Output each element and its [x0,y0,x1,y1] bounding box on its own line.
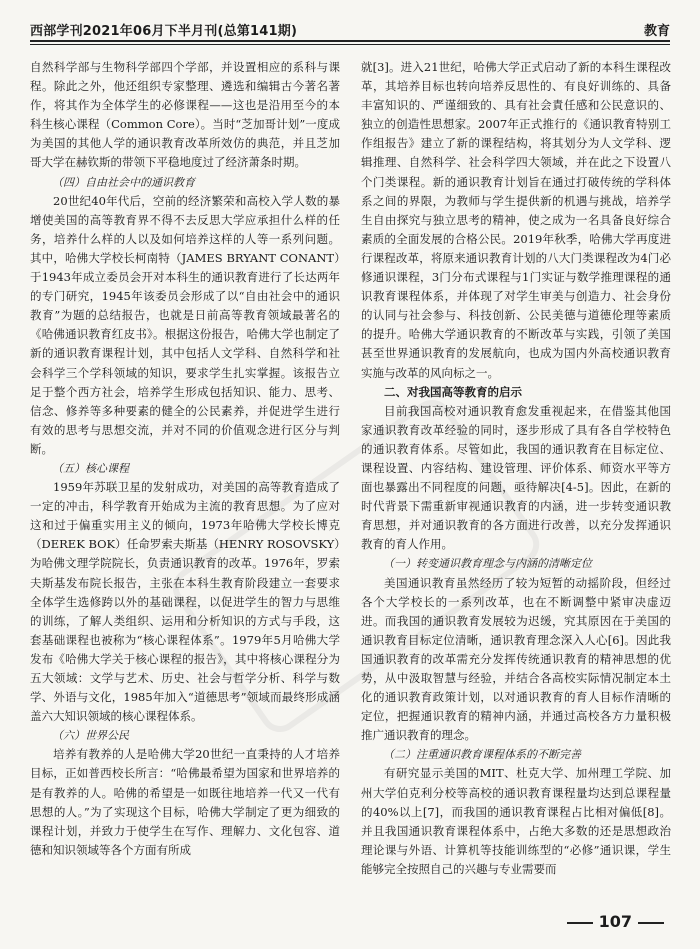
paragraph: 有研究显示美国的MIT、杜克大学、加州理工学院、加州大学伯克利分校等高校的通识教育课程量均达到总课程量的40%以上[7]，而我国的通识教育课程占比相对偏低[8]。并且我国通识教育课程体系中，占绝大多数的还是思想政治理论课与外语、计算机等技能训练型的“必修”通识课，学生能够完全按照自己的兴趣与专业需要而 [361,766,671,876]
paragraph: 自然科学部与生物科学部四个学部，并设置相应的系科与课程。除此之外，他还组织专家整理、遴选和编辑古今著名著作，将其作为全体学生的必修课程——这也是沿用至今的本科生核心课程（Common Core）。当时“芝加哥计划”一度成为美国的其他人学的通识教育改革所效仿的典范，并且芝加哥大学在赫钦斯的带领下平稳地度过了经济萧条时期。 [30,60,340,170]
section-name: 教育 [643,24,670,39]
subsection-heading: （一）转变通识教育理念与内涵的清晰定位 [383,557,592,571]
page-footer [561,912,670,931]
left-column [30,58,340,893]
footer-dash-right [638,922,664,924]
paragraph: 就[3]。进入21世纪，哈佛大学正式启动了新的本科生课程改革，其培养目标也转向培养反思性的、有良好训练的、具备丰富知识的、严谨细致的、具有社会責任感和公民意识的、独立的创造性思想家。2007年正式推行的《通识教育特别工作组报告》建立了新的课程结构，将其划分为人文学科、逻辑推理、自然科学、社会科学四大领域，并在此之下设置八个门类课程。新的通识教育计划旨在通过打破传统的学科体系之间的界限，为教师与学生提供新的机遇与挑战，培养学生自由探究与独立思考的精神，使之成为一名具备良好综合素质的全面发展的合格公民。2019年秋季，哈佛大学再度进行课程改革，将原来通识教育计划的八大门类课程改为4门必修通识课程，3门分布式课程与1门实证与数学推理课程的通识教育课程体系，并体现了对学生审美与创造力、社会身份的认同与社会参与、科技创新、公民美德与道德伦理等素质的提升。哈佛大学通识教育的不断改革与实践，引领了美国甚至世界通识教育的发展航向，也成为国内外高校通识教育实施与改革的风向标之一。 [361,60,671,380]
paragraph: 1959年苏联卫星的发射成功，对美国的高等教育造成了一定的冲击，科学教育开始成为主流的教育思想。为了应对这和过于偏重实用主义的倾向，1973年哈佛大学校长博克（DEREK BOK）任命罗索夫斯基（HENRY ROSOVSKY）为哈佛文理学院院长，负责通识教育的改革。1976年，罗索夫斯基发布院长报告，主张在本科生教育阶段建立一套要求全体学生选修跨以外的基础课程，以促进学生的智力与思维的训练，了解人类组织、运用和分析知识的方式与手段，这套基础课程也被称为“核心课程体系”。1979年5月哈佛大学发布《哈佛大学关于核心课程的报告》，其中将核心课程分为五大领域：文学与艺术、历史、社会与哲学分析、科学与数学、外语与文化，1985年加入“道德思考”领域而最终形成涵盖六大知识领域的核心课程体系。 [30,480,340,724]
subsection-heading: （二）注重通识教育课程体系的不断完善 [383,748,581,762]
paragraph: 目前我国高校对通识教育愈发重视起来，在借鉴其他国家通识教育改革经验的同时，逐步形成了具有各自学校特色的通识教育体系。尽管如此，我国的通识教育在目标定位、课程设置、内容结构、建设管理、评价体系、师资水平等方面也暴露出不同程度的问题，亟待解决[4-5]。因此，在新的时代背景下需重新审视通识教育的内涵，进一步转变通识教育思想，并对通识教育的各方面进行改善，以充分发挥通识教育的育人作用。 [361,403,671,552]
footer-dash-left [567,922,593,924]
journal-title: 西部学刊2021年06月下半月刊(总第141期) [30,24,298,39]
paragraph: 培养有教养的人是哈佛大学20世纪一直秉持的人才培养目标，正如普西校长所言：“哈佛最希望为国家和世界培养的是有教养的人。哈佛的希望是一如既往地培养一代又一代有思想的人。”为了实现这个目标，哈佛大学制定了更为细致的课程计划，并致力于使学生在写作、理解力、文化包容、道德和知识领域等各个方面有所成 [30,747,340,857]
subsection-heading: （四）自由社会中的通识教育 [52,175,195,189]
paragraph: 20世纪40年代后，空前的经济繁荣和高校入学人数的暴增使美国的高等教育界不得不去反思大学应承担什么样的任务，培养什么样的人以及如何培养这样的人等一系列问题。其中，哈佛大学校长柯南特（JAMES BRYANT CONANT）于1943年成立委员会开对本科生的通识教育进行了长达两年的专门研究，1945年该委员会形成了以“自由社会中的通识教育”为题的总结报告，也就是日前高等教育领域最著名的《哈佛通识教育红皮书》。根据这份报告，哈佛大学也制定了新的通识教育课程计划，其中包括人文学科、自然科学和社会科学三个学科领域的知识，要求学生扎实掌握。该报告立足于整个西方社会，培养学生形成包括知识、能力、思考、信念、修养等多种要素的健全的公民素养，并促进学生进行有效的思考与思想交流，并对不同的价值观念进行区分与判断。 [30,193,340,456]
paragraph: 美国通识教育虽然经历了较为短暂的动摇阶段，但经过各个大学校长的一系列改革，也在不断调整中紧审决虚迈进。而我国的通识教育发展较为迟缓，究其原因在于美国的通识教育目标定位清晰，通识教育理念深入人心[6]。因此我国通识教育的改革需充分发挥传统通识教育的精神思想的优势，从中汲取智慧与经验，并结合各高校实际情况制定本土化的通识教育政策计划，以对通识教育的育人目标作清晰的定位，把握通识教育的精神内涵，并通过高校各方力量积极推广通识教育的理念。 [361,575,671,743]
right-column [361,58,671,893]
subsection-heading: （六）世界公民 [52,729,129,743]
section-heading: 二、对我国高等教育的启示 [384,384,522,399]
page-number: 107 [598,912,632,931]
subsection-heading: （五）核心课程 [52,461,129,475]
header-rule [30,40,670,42]
header-rule-thin [30,44,670,45]
